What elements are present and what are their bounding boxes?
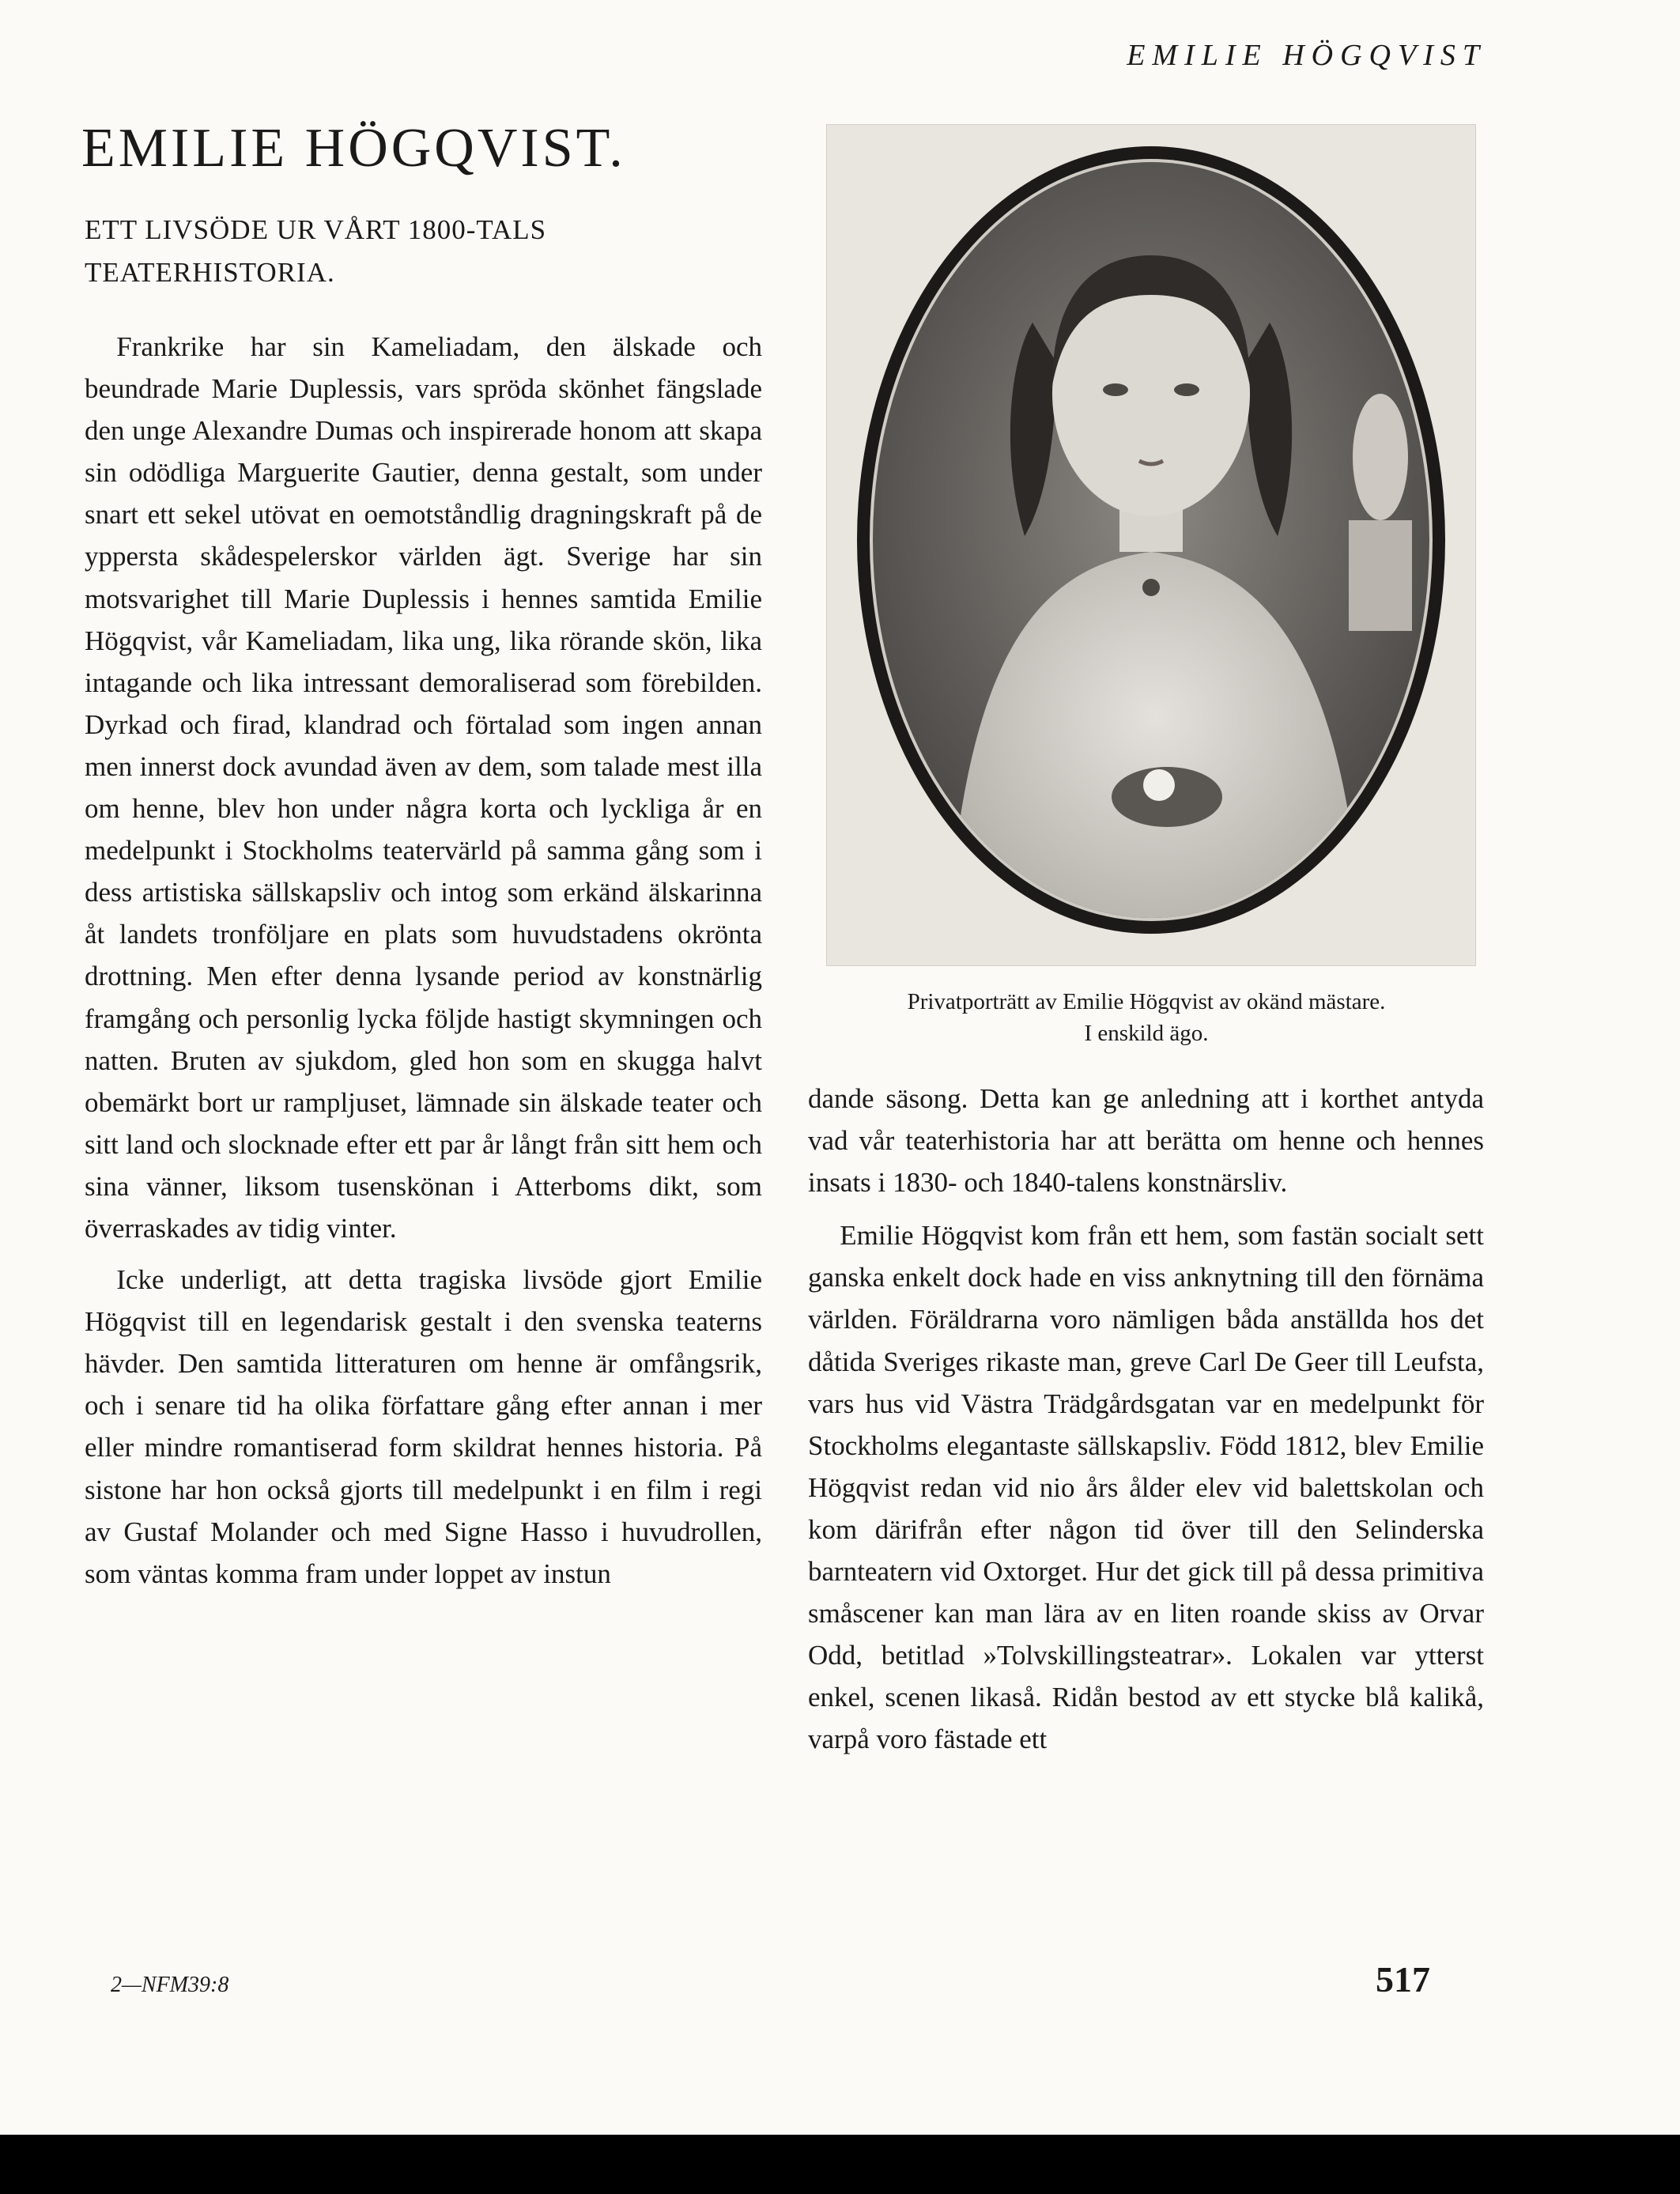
page-number: 517 [1376, 1959, 1430, 2000]
left-text-column [85, 326, 762, 1595]
printer-signature: 2—NFM39:8 [111, 1973, 229, 1997]
running-head: EMILIE HÖGQVIST [1127, 39, 1486, 72]
article-title: EMILIE HÖGQVIST. [81, 118, 626, 179]
paragraph: Icke underligt, att detta tragiska livsöde gjort Emilie Högqvist till en legendarisk gestalt i den svenska teaterns hävder. Den samtida litteraturen om henne är omfångsrik, och i senare tid ha olika författare gång efter annan i mer eller mindre romantiserad form skildrat hennes historia. På sistone har hon också gjorts till medelpunkt i en film i regi av Gustaf Molander och med Signe Hasso i huvudrollen, som väntas komma fram under loppet av instun [85, 1264, 762, 1589]
right-text-column [808, 1078, 1484, 1761]
paragraph: dande säsong. Detta kan ge anledning att i korthet antyda vad vår teaterhistoria har att berätta om henne och hennes insats i 1830- och 1840-talens konstnärsliv. [808, 1083, 1484, 1199]
article-subtitle: ETT LIVSÖDE UR VÅRT 1800-TALS TEATERHISTORIA. [85, 214, 547, 288]
portrait-image [826, 124, 1476, 966]
portrait-illustration [827, 125, 1475, 965]
caption-line: I enskild ägo. [1084, 1021, 1209, 1046]
paragraph: Frankrike har sin Kameliadam, den älskade och beundrade Marie Duplessis, vars spröda skönhet fängslade den unge Alexandre Dumas och inspirerade honom att skapa sin odödliga Marguerite Gautier, denna gestalt, som under snart ett sekel utövat en oemotståndlig dragningskraft på de yppersta skådespelerskor världen ägt. Sverige har sin motsvarighet till Marie Duplessis i hennes samtida Emilie Högqvist, vår Kameliadam, lika ung, lika rörande skön, lika intagande och lika intressant demoraliserad som förebilden. Dyrkad och firad, klandrad och förtalad som ingen annan men innerst dock avundad även av dem, som talade mest illa om henne, blev hon under några korta och lyckliga år en medelpunkt i Stockholms teatervärld på samma gång som i dess artistiska sällskapsliv och intog som erkänd älskarinna åt landets tronföljare en plats som huvudstadens okrönta drottning. Men efter denna lysande period av konstnärlig framgång och personlig lycka följde hastigt skymningen och natten. Bruten av sjukdom, gled hon som en skugga halvt obemärkt bort ur rampljuset, lämnade sin älskade teater och sitt land och slocknade efter ett par år långt från sitt hem och sina vänner, liksom tusenskönan i Atterboms dikt, som överraskades av tidig vinter. [85, 331, 762, 1244]
paragraph: Emilie Högqvist kom från ett hem, som fastän socialt sett ganska enkelt dock hade en viss anknytning till den förnäma världen. Föräldrarna voro nämligen båda anställda hos det dåtida Sveriges rikaste man, greve Carl De Geer till Leufsta, vars hus vid Västra Trädgårdsgatan var en medelpunkt för Stockholms elegantaste sällskapsliv. Född 1812, blev Emilie Högqvist redan vid nio års ålder elev vid balettskolan och kom därifrån efter någon tid över till den Selinderska barnteatern vid Oxtorget. Hur det gick till på dessa primitiva småscener kan man lära av en liten roande skiss av Orvar Odd, betitlad »Tolvskillingsteatrar». Lokalen var ytterst enkel, scenen likaså. Ridån bestod av ett stycke blå kalikå, varpå voro fästade ett [808, 1220, 1484, 1755]
caption-line: Privatporträtt av Emilie Högqvist av okänd mästare. [907, 989, 1386, 1014]
image-caption [798, 986, 1494, 1049]
